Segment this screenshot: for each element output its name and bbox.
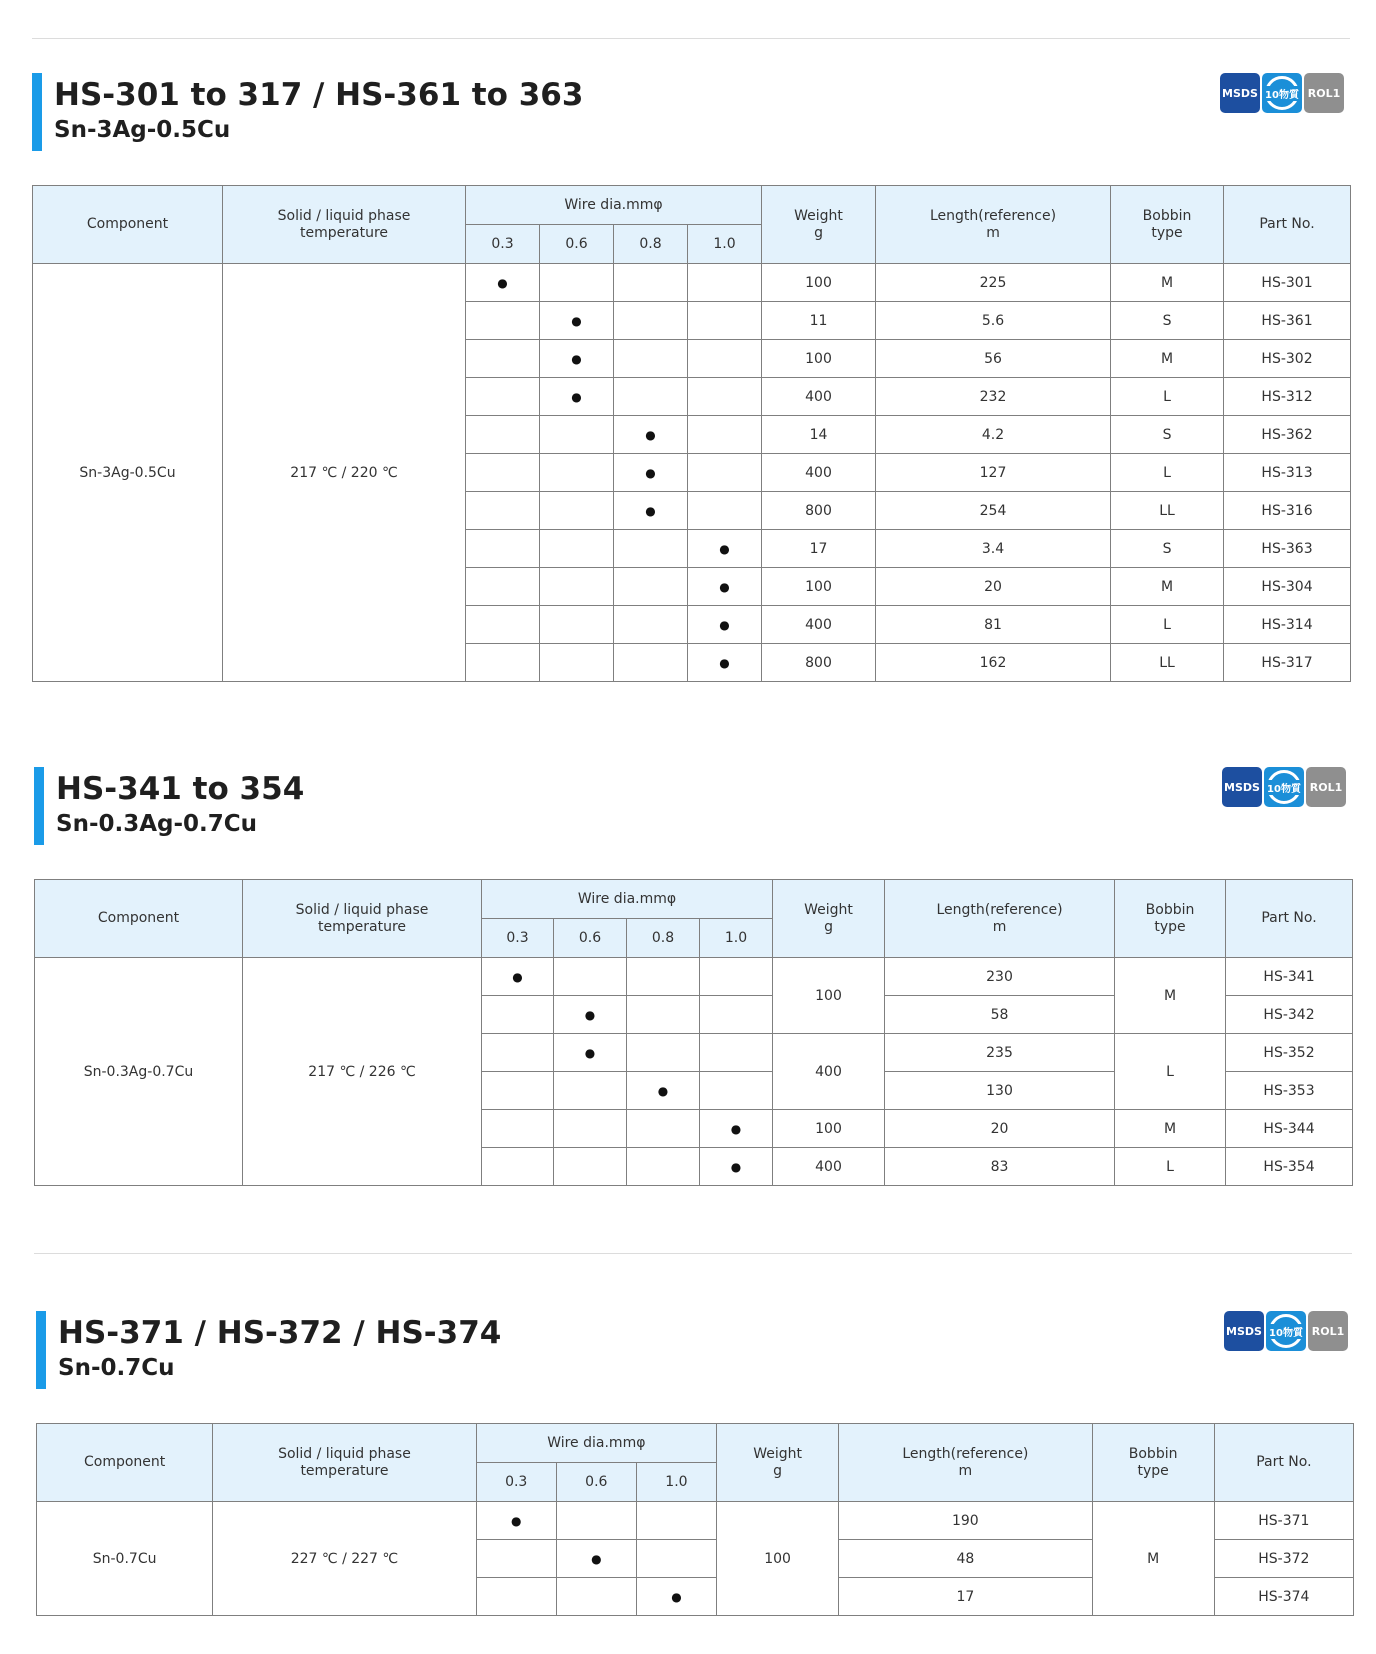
weight-cell: 100	[762, 340, 876, 378]
selected-dot: ●	[591, 1551, 602, 1566]
wire-dia-cell	[556, 1540, 636, 1578]
bobbin-cell: L	[1111, 606, 1224, 644]
length-cell: 17	[839, 1578, 1092, 1616]
temperature-cell: 217 ℃ / 226 ℃	[243, 958, 482, 1186]
weight-cell: 100	[773, 1110, 885, 1148]
length-cell: 4.2	[876, 416, 1111, 454]
part-no-cell: HS-317	[1224, 644, 1351, 682]
wire-dia-cell	[540, 492, 614, 530]
weight-cell: 400	[762, 606, 876, 644]
msds-icon[interactable]: MSDS	[1224, 1311, 1264, 1351]
wire-dia-cell	[540, 302, 614, 340]
wire-dia-cell	[636, 1540, 716, 1578]
part-no-cell: HS-374	[1214, 1578, 1353, 1616]
section-title: HS-341 to 354	[56, 771, 305, 807]
weight-cell: 17	[762, 530, 876, 568]
wire-dia-cell	[700, 958, 773, 996]
wire-dia-cell	[627, 996, 700, 1034]
selected-dot: ●	[497, 275, 508, 290]
wire-dia-cell	[636, 1578, 716, 1616]
wire-dia-cell	[554, 1110, 627, 1148]
rol1-icon[interactable]: ROL1	[1308, 1311, 1348, 1351]
table-row	[37, 1502, 1354, 1540]
header-dia: 1.0	[700, 919, 773, 958]
component-cell: Sn-0.3Ag-0.7Cu	[35, 958, 243, 1186]
selected-dot: ●	[657, 1083, 669, 1098]
bobbin-cell: M	[1111, 340, 1224, 378]
header-bobbin: Bobbin type	[1115, 880, 1226, 958]
badge-group	[1222, 767, 1346, 807]
section-title: HS-371 / HS-372 / HS-374	[58, 1315, 502, 1351]
section-title: HS-301 to 317 / HS-361 to 363	[54, 77, 584, 113]
header-bobbin: Bobbin type	[1092, 1424, 1214, 1502]
selected-dot: ●	[584, 1045, 596, 1060]
weight-cell: 400	[762, 378, 876, 416]
header-length: Length(reference) m	[885, 880, 1115, 958]
ten-substances-icon[interactable]: 10物質	[1266, 1311, 1306, 1351]
accent-bar	[32, 73, 42, 151]
bobbin-cell: LL	[1111, 492, 1224, 530]
header-part-no: Part No.	[1226, 880, 1353, 958]
header-bobbin: Bobbin type	[1111, 186, 1224, 264]
weight-cell: 100	[773, 958, 885, 1034]
wire-dia-cell	[614, 530, 688, 568]
weight-cell: 400	[773, 1034, 885, 1110]
section-subtitle: Sn-0.7Cu	[58, 1355, 175, 1381]
wire-dia-cell	[688, 264, 762, 302]
wire-dia-cell	[688, 644, 762, 682]
bobbin-cell: LL	[1111, 644, 1224, 682]
header-component: Component	[37, 1424, 213, 1502]
wire-dia-cell	[614, 492, 688, 530]
wire-dia-cell	[482, 1148, 554, 1186]
wire-dia-cell	[700, 1110, 773, 1148]
temperature-cell: 217 ℃ / 220 ℃	[223, 264, 466, 682]
spec-table	[34, 879, 1353, 1186]
wire-dia-cell	[614, 416, 688, 454]
length-cell: 20	[876, 568, 1111, 606]
selected-dot: ●	[510, 1513, 522, 1528]
part-no-cell: HS-312	[1224, 378, 1351, 416]
weight-cell: 100	[717, 1502, 839, 1616]
wire-dia-cell	[636, 1502, 716, 1540]
part-no-cell: HS-371	[1214, 1502, 1353, 1540]
wire-dia-cell	[482, 1034, 554, 1072]
wire-dia-cell	[554, 958, 627, 996]
wire-dia-cell	[627, 1110, 700, 1148]
wire-dia-cell	[700, 996, 773, 1034]
wire-dia-cell	[627, 1034, 700, 1072]
header-dia: 0.3	[476, 1463, 556, 1502]
section-subtitle: Sn-0.3Ag-0.7Cu	[56, 811, 258, 837]
length-cell: 235	[885, 1034, 1115, 1072]
bobbin-cell: M	[1111, 568, 1224, 606]
length-cell: 58	[885, 996, 1115, 1034]
accent-bar	[34, 767, 44, 845]
part-no-cell: HS-301	[1224, 264, 1351, 302]
spec-table	[36, 1423, 1354, 1616]
part-no-cell: HS-361	[1224, 302, 1351, 340]
header-dia: 0.8	[614, 225, 688, 264]
selected-dot: ●	[645, 465, 656, 480]
temperature-cell: 227 ℃ / 227 ℃	[213, 1502, 476, 1616]
part-no-cell: HS-344	[1226, 1110, 1353, 1148]
header-dia: 1.0	[688, 225, 762, 264]
wire-dia-cell	[482, 958, 554, 996]
section-divider	[34, 1253, 1352, 1254]
wire-dia-cell	[700, 1148, 773, 1186]
accent-bar	[36, 1311, 46, 1389]
badge-group	[1224, 1311, 1348, 1351]
wire-dia-cell	[627, 1072, 700, 1110]
part-no-cell: HS-363	[1224, 530, 1351, 568]
bobbin-cell: M	[1092, 1502, 1214, 1616]
selected-dot: ●	[671, 1589, 682, 1604]
bobbin-cell: S	[1111, 302, 1224, 340]
weight-cell: 14	[762, 416, 876, 454]
bobbin-cell: L	[1111, 454, 1224, 492]
header-dia: 0.8	[627, 919, 700, 958]
header-dia: 0.6	[556, 1463, 636, 1502]
wire-dia-cell	[482, 1110, 554, 1148]
wire-dia-cell	[466, 340, 540, 378]
length-cell: 20	[885, 1110, 1115, 1148]
wire-dia-cell	[614, 302, 688, 340]
length-cell: 225	[876, 264, 1111, 302]
length-cell: 83	[885, 1148, 1115, 1186]
wire-dia-cell	[554, 1148, 627, 1186]
wire-dia-cell	[540, 454, 614, 492]
bobbin-cell: M	[1111, 264, 1224, 302]
wire-dia-cell	[688, 606, 762, 644]
component-cell: Sn-0.7Cu	[37, 1502, 213, 1616]
wire-dia-cell	[614, 264, 688, 302]
wire-dia-cell	[614, 378, 688, 416]
wire-dia-cell	[466, 530, 540, 568]
selected-dot: ●	[584, 1007, 596, 1022]
top-divider	[32, 38, 1350, 39]
length-cell: 81	[876, 606, 1111, 644]
msds-icon[interactable]: MSDS	[1222, 767, 1262, 807]
bobbin-cell: M	[1115, 1110, 1226, 1148]
bobbin-cell: L	[1111, 378, 1224, 416]
spec-table-body	[33, 264, 1351, 682]
wire-dia-cell	[614, 340, 688, 378]
wire-dia-cell	[466, 606, 540, 644]
spec-table-body	[37, 1502, 1354, 1616]
part-no-cell: HS-352	[1226, 1034, 1353, 1072]
selected-dot: ●	[719, 655, 730, 670]
wire-dia-cell	[688, 302, 762, 340]
wire-dia-cell	[540, 264, 614, 302]
spec-table-body	[35, 958, 1353, 1186]
wire-dia-cell	[466, 568, 540, 606]
part-no-cell: HS-362	[1224, 416, 1351, 454]
part-no-cell: HS-372	[1214, 1540, 1353, 1578]
length-cell: 48	[839, 1540, 1092, 1578]
table-row	[35, 958, 1353, 996]
wire-dia-cell	[540, 340, 614, 378]
part-no-cell: HS-353	[1226, 1072, 1353, 1110]
header-length: Length(reference) m	[839, 1424, 1092, 1502]
wire-dia-cell	[540, 416, 614, 454]
bobbin-cell: S	[1111, 416, 1224, 454]
length-cell: 230	[885, 958, 1115, 996]
length-cell: 5.6	[876, 302, 1111, 340]
selected-dot: ●	[645, 503, 656, 518]
length-cell: 130	[885, 1072, 1115, 1110]
wire-dia-cell	[466, 264, 540, 302]
weight-cell: 400	[762, 454, 876, 492]
part-no-cell: HS-304	[1224, 568, 1351, 606]
ten-substances-icon[interactable]: 10物質	[1262, 73, 1302, 113]
wire-dia-cell	[556, 1502, 636, 1540]
badge-group	[1220, 73, 1344, 113]
part-no-cell: HS-341	[1226, 958, 1353, 996]
header-component: Component	[35, 880, 243, 958]
header-wire-diameter: Wire dia.mmφ	[466, 186, 762, 225]
header-weight: Weight g	[773, 880, 885, 958]
selected-dot: ●	[571, 351, 582, 366]
header-part-no: Part No.	[1214, 1424, 1353, 1502]
part-no-cell: HS-354	[1226, 1148, 1353, 1186]
part-no-cell: HS-314	[1224, 606, 1351, 644]
wire-dia-cell	[466, 416, 540, 454]
selected-dot: ●	[719, 541, 730, 556]
wire-dia-cell	[540, 568, 614, 606]
rol1-icon[interactable]: ROL1	[1304, 73, 1344, 113]
wire-dia-cell	[554, 1072, 627, 1110]
wire-dia-cell	[482, 1072, 554, 1110]
wire-dia-cell	[614, 454, 688, 492]
selected-dot: ●	[730, 1159, 742, 1174]
length-cell: 56	[876, 340, 1111, 378]
header-dia: 0.6	[540, 225, 614, 264]
part-no-cell: HS-342	[1226, 996, 1353, 1034]
wire-dia-cell	[482, 996, 554, 1034]
length-cell: 127	[876, 454, 1111, 492]
wire-dia-cell	[688, 530, 762, 568]
selected-dot: ●	[512, 969, 523, 984]
selected-dot: ●	[571, 389, 582, 404]
header-temperature: Solid / liquid phase temperature	[223, 186, 466, 264]
bobbin-cell: L	[1115, 1034, 1226, 1110]
wire-dia-cell	[540, 644, 614, 682]
weight-cell: 800	[762, 644, 876, 682]
wire-dia-cell	[700, 1034, 773, 1072]
header-temperature: Solid / liquid phase temperature	[243, 880, 482, 958]
wire-dia-cell	[556, 1578, 636, 1616]
component-cell: Sn-3Ag-0.5Cu	[33, 264, 223, 682]
bobbin-cell: M	[1115, 958, 1226, 1034]
wire-dia-cell	[540, 530, 614, 568]
wire-dia-cell	[700, 1072, 773, 1110]
selected-dot: ●	[645, 427, 656, 442]
wire-dia-cell	[476, 1540, 556, 1578]
bobbin-cell: L	[1115, 1148, 1226, 1186]
wire-dia-cell	[554, 1034, 627, 1072]
length-cell: 3.4	[876, 530, 1111, 568]
selected-dot: ●	[571, 313, 582, 328]
length-cell: 254	[876, 492, 1111, 530]
length-cell: 162	[876, 644, 1111, 682]
weight-cell: 100	[762, 568, 876, 606]
wire-dia-cell	[614, 644, 688, 682]
wire-dia-cell	[688, 416, 762, 454]
spec-table	[32, 185, 1351, 682]
part-no-cell: HS-302	[1224, 340, 1351, 378]
wire-dia-cell	[540, 606, 614, 644]
wire-dia-cell	[688, 454, 762, 492]
length-cell: 190	[839, 1502, 1092, 1540]
header-temperature: Solid / liquid phase temperature	[213, 1424, 476, 1502]
wire-dia-cell	[466, 492, 540, 530]
header-weight: Weight g	[717, 1424, 839, 1502]
weight-cell: 800	[762, 492, 876, 530]
weight-cell: 100	[762, 264, 876, 302]
wire-dia-cell	[466, 644, 540, 682]
wire-dia-cell	[688, 378, 762, 416]
rol1-icon[interactable]: ROL1	[1306, 767, 1346, 807]
header-dia: 0.3	[466, 225, 540, 264]
selected-dot: ●	[719, 579, 730, 594]
section-subtitle: Sn-3Ag-0.5Cu	[54, 117, 231, 143]
selected-dot: ●	[730, 1121, 742, 1136]
header-dia: 0.3	[482, 919, 554, 958]
wire-dia-cell	[466, 378, 540, 416]
header-weight: Weight g	[762, 186, 876, 264]
wire-dia-cell	[554, 996, 627, 1034]
wire-dia-cell	[614, 606, 688, 644]
selected-dot: ●	[719, 617, 730, 632]
header-component: Component	[33, 186, 223, 264]
wire-dia-cell	[688, 340, 762, 378]
wire-dia-cell	[614, 568, 688, 606]
msds-icon[interactable]: MSDS	[1220, 73, 1260, 113]
wire-dia-cell	[627, 1148, 700, 1186]
ten-substances-icon[interactable]: 10物質	[1264, 767, 1304, 807]
weight-cell: 400	[773, 1148, 885, 1186]
header-dia: 0.6	[554, 919, 627, 958]
part-no-cell: HS-313	[1224, 454, 1351, 492]
wire-dia-cell	[627, 958, 700, 996]
wire-dia-cell	[688, 492, 762, 530]
wire-dia-cell	[466, 302, 540, 340]
table-row	[33, 264, 1351, 302]
bobbin-cell: S	[1111, 530, 1224, 568]
header-part-no: Part No.	[1224, 186, 1351, 264]
wire-dia-cell	[476, 1502, 556, 1540]
wire-dia-cell	[466, 454, 540, 492]
header-length: Length(reference) m	[876, 186, 1111, 264]
part-no-cell: HS-316	[1224, 492, 1351, 530]
wire-dia-cell	[688, 568, 762, 606]
wire-dia-cell	[476, 1578, 556, 1616]
wire-dia-cell	[540, 378, 614, 416]
header-wire-diameter: Wire dia.mmφ	[482, 880, 773, 919]
header-wire-diameter: Wire dia.mmφ	[476, 1424, 716, 1463]
header-dia: 1.0	[636, 1463, 716, 1502]
length-cell: 232	[876, 378, 1111, 416]
weight-cell: 11	[762, 302, 876, 340]
